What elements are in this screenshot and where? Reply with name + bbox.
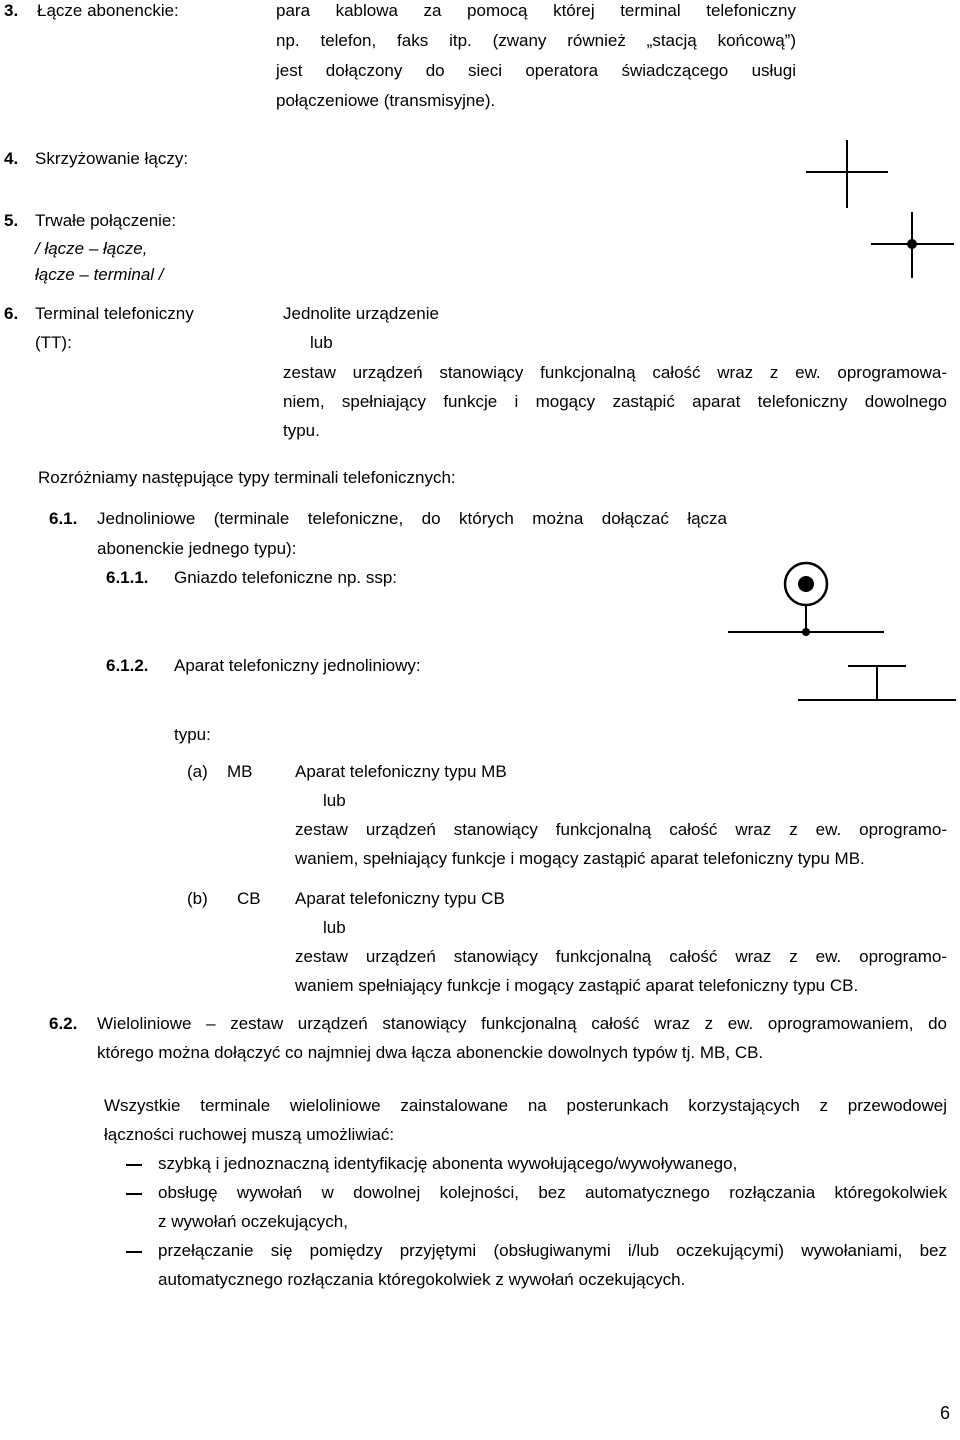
section-5-label: Trwałe połączenie:	[35, 211, 177, 230]
type-a-marker: (a)	[187, 762, 208, 781]
bullet-2-line-2: z wywołań oczekujących,	[158, 1212, 348, 1231]
type-a-line-2: lub	[323, 791, 346, 810]
section-4-label: Skrzyżowanie łączy:	[35, 149, 189, 168]
bullet-1-line-1: szybką i jednoznaczną identyfikację abonenta wywołującego/wywoływanego,	[158, 1154, 738, 1173]
bullet-dash	[126, 1193, 142, 1195]
section-6-1-text-1: Jednoliniowe (terminale telefoniczne, do których można dołączać łącza	[97, 509, 727, 528]
section-3-label: Łącze abonenckie:	[37, 1, 179, 20]
section-3-line-3: jest dołączony do sieci operatora świadczącego usługi	[276, 61, 796, 80]
bullet-dash	[126, 1251, 142, 1253]
type-a-line-4: waniem, spełniający funkcje i mogący zastąpić aparat telefoniczny typu MB.	[295, 849, 865, 868]
type-a-line-3: zestaw urządzeń stanowiący funkcjonalną całość wraz z ew. oprogramo-	[295, 820, 947, 839]
permanent-connection-symbol-icon	[866, 210, 960, 282]
section-6-1-2-text: Aparat telefoniczny jednoliniowy:	[174, 656, 421, 675]
section-6-2-number: 6.2.	[49, 1014, 78, 1033]
section-6-label-2: (TT):	[35, 333, 72, 352]
type-a-code: MB	[227, 762, 253, 781]
telephone-socket-symbol-icon	[726, 558, 886, 640]
section-3-line-1: para kablowa za pomocą której terminal telefoniczny	[276, 1, 796, 20]
section-5-sub-1: / łącze – łącze,	[35, 239, 148, 258]
multi-intro-2: łączności ruchowej muszą umożliwiać:	[104, 1125, 395, 1144]
section-6-1-1-number: 6.1.1.	[106, 568, 149, 587]
section-6-def-line-5: typu.	[283, 421, 320, 440]
section-6-1-number: 6.1.	[49, 509, 78, 528]
section-6-def-line-1: Jednolite urządzenie	[283, 304, 439, 323]
type-b-code: CB	[237, 889, 261, 908]
section-3-line-4: połączeniowe (transmisyjne).	[276, 91, 496, 110]
page-number: 6	[940, 1403, 951, 1423]
section-6-1-1-text: Gniazdo telefoniczne np. ssp:	[174, 568, 398, 587]
section-6-intro: Rozróżniamy następujące typy terminali telefonicznych:	[38, 468, 456, 487]
type-b-line-2: lub	[323, 918, 346, 937]
section-3-line-2: np. telefon, faks itp. (zwany również „stacją końcową”)	[276, 31, 796, 50]
bullet-3-line-1: przełączanie się pomiędzy przyjętymi (obsługiwanymi i/lub oczekującymi) wywołaniami, bez	[158, 1241, 947, 1260]
bullet-2-line-1: obsługę wywołań w dowolnej kolejności, bez automatycznego rozłączania któregokolwiek	[158, 1183, 947, 1202]
typu-label: typu:	[174, 725, 211, 744]
type-b-marker: (b)	[187, 889, 208, 908]
section-3-number: 3.	[4, 1, 19, 20]
section-6-number: 6.	[4, 304, 19, 323]
section-6-def-line-3: zestaw urządzeń stanowiący funkcjonalną całość wraz z ew. oprogramowa-	[283, 363, 947, 382]
type-b-line-1: Aparat telefoniczny typu CB	[295, 889, 505, 908]
crossing-symbol-icon	[800, 138, 895, 210]
type-b-line-3: zestaw urządzeń stanowiący funkcjonalną całość wraz z ew. oprogramo-	[295, 947, 947, 966]
section-6-2-line-1: Wieloliniowe – zestaw urządzeń stanowiący funkcjonalną całość wraz z ew. oprogramowaniem, do	[97, 1014, 947, 1033]
section-6-label: Terminal telefoniczny	[35, 304, 194, 323]
type-a-line-1: Aparat telefoniczny typu MB	[295, 762, 507, 781]
section-6-1-2-number: 6.1.2.	[106, 656, 149, 675]
section-6-def-line-4: niem, spełniający funkcje i mogący zastąpić aparat telefoniczny dowolnego	[283, 392, 947, 411]
section-4-number: 4.	[4, 149, 19, 168]
section-6-2-line-2: którego można dołączyć co najmniej dwa łącza abonenckie dowolnych typów tj. MB, CB.	[97, 1043, 764, 1062]
bullet-3-line-2: automatycznego rozłączania któregokolwiek z wywołań oczekujących.	[158, 1270, 686, 1289]
section-6-def-line-2: lub	[310, 333, 333, 352]
bullet-dash	[126, 1164, 142, 1166]
section-6-1-text-2: abonenckie jednego typu):	[97, 539, 297, 558]
type-b-line-4: waniem spełniający funkcje i mogący zastąpić aparat telefoniczny typu CB.	[295, 976, 859, 995]
section-5-number: 5.	[4, 211, 19, 230]
multi-intro-1: Wszystkie terminale wieloliniowe zainstalowane na posterunkach korzystających z przewodowej	[104, 1096, 947, 1115]
single-line-telephone-symbol-icon	[796, 660, 958, 704]
section-5-sub-2: łącze – terminal /	[35, 265, 164, 284]
